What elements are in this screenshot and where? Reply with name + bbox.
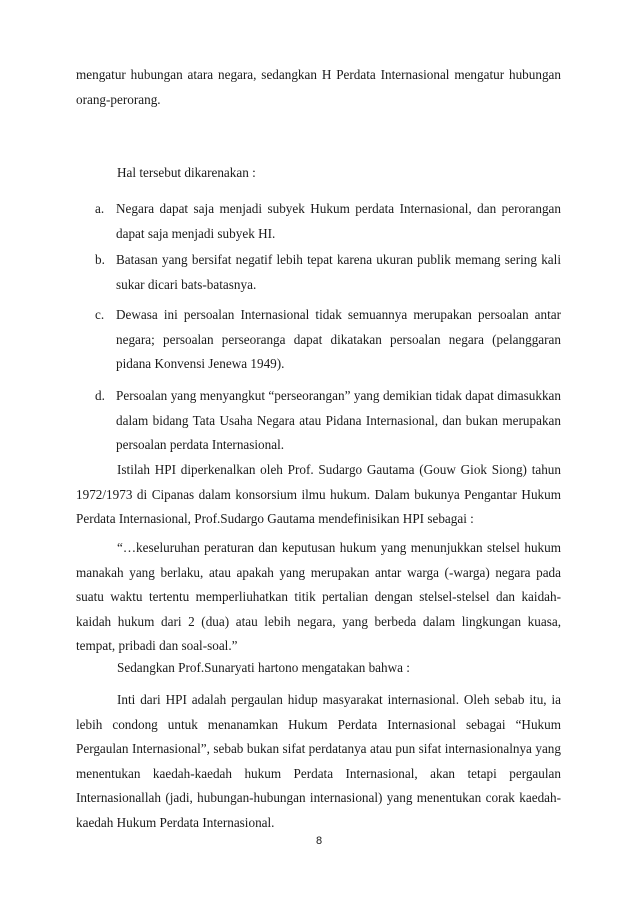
list-item [95, 303, 561, 384]
paragraph-intro: Hal tersebut dikarenakan : [117, 165, 256, 180]
paragraph-transition: Sedangkan Prof.Sunaryati hartono mengatakan bahwa : [117, 660, 410, 675]
list-marker: a. [95, 201, 105, 216]
paragraph-definition-intro: Istilah HPI diperkenalkan oleh Prof. Sudargo Gautama (Gouw Giok Siong) tahun 1972/1973 di Cipanas dalam konsorsium ilmu hukum. Dalam bukunya Pengantar Hukum Perdata Internasional, Prof.Sudargo Gautama mendefinisikan HPI sebagai : [76, 462, 561, 526]
paragraph-quote: “…keseluruhan peraturan dan keputusan hukum yang menunjukkan stelsel hukum manakah yang berlaku, atau apakah yang merupakan antar warga (-warga) negara pada suatu waktu tertentu memperliuhatkan titik pertalian dengan stelsel-stelsel dan kaidah-kaidah hukum dari 2 (dua) atau lebih negara, yang berbeda dalam lingkungan kuasa, tempat, pribadi dan soal-soal.” [76, 540, 561, 653]
list-item [95, 248, 561, 303]
list-item [95, 197, 561, 248]
list-item [95, 384, 561, 458]
list-marker: d. [95, 388, 105, 403]
list-item-text: Persoalan yang menyangkut “perseorangan” yang demikian tidak dapat dimasukkan dalam bidang Tata Usaha Negara atau Pidana Internasional, dan bukan merupakan persoalan perdata Internasional. [116, 388, 561, 452]
list-item-text: Dewasa ini persoalan Internasional tidak semuannya merupakan persoalan antar negara; persoalan perseoranga dapat dikatakan persoalan negara (pelanggaran pidana Konvensi Jenewa 1949). [116, 307, 561, 371]
paragraph-conclusion: Inti dari HPI adalah pergaulan hidup masyarakat internasional. Oleh sebab itu, ia lebih condong untuk menanamkan Hukum Perdata Internasional sebagai “Hukum Pergaulan Internasional”, sebab bukan sifat perdatanya atau pun sifat internasionalnya yang menentukan kaedah-kaedah hukum Perdata Internasional, akan tetapi pergaulan Internasionallah (jadi, hubungan-hubungan internasional) yang menentukan corak kaedah-kaedah Hukum Perdata Internasional. [76, 692, 561, 830]
list-item-text: Negara dapat saja menjadi subyek Hukum perdata Internasional, dan perorangan dapat saja menjadi subyek HI. [116, 201, 561, 241]
list-marker: c. [95, 307, 105, 322]
list-item-text: Batasan yang bersifat negatif lebih tepat karena ukuran publik memang sering kali sukar dicari bats-batasnya. [116, 252, 561, 292]
list-marker: b. [95, 252, 105, 267]
paragraph-continuation: mengatur hubungan atara negara, sedangkan H Perdata Internasional mengatur hubungan orang-perorang. [76, 67, 561, 107]
reasons-list [95, 197, 561, 458]
page-number: 8 [315, 835, 323, 847]
